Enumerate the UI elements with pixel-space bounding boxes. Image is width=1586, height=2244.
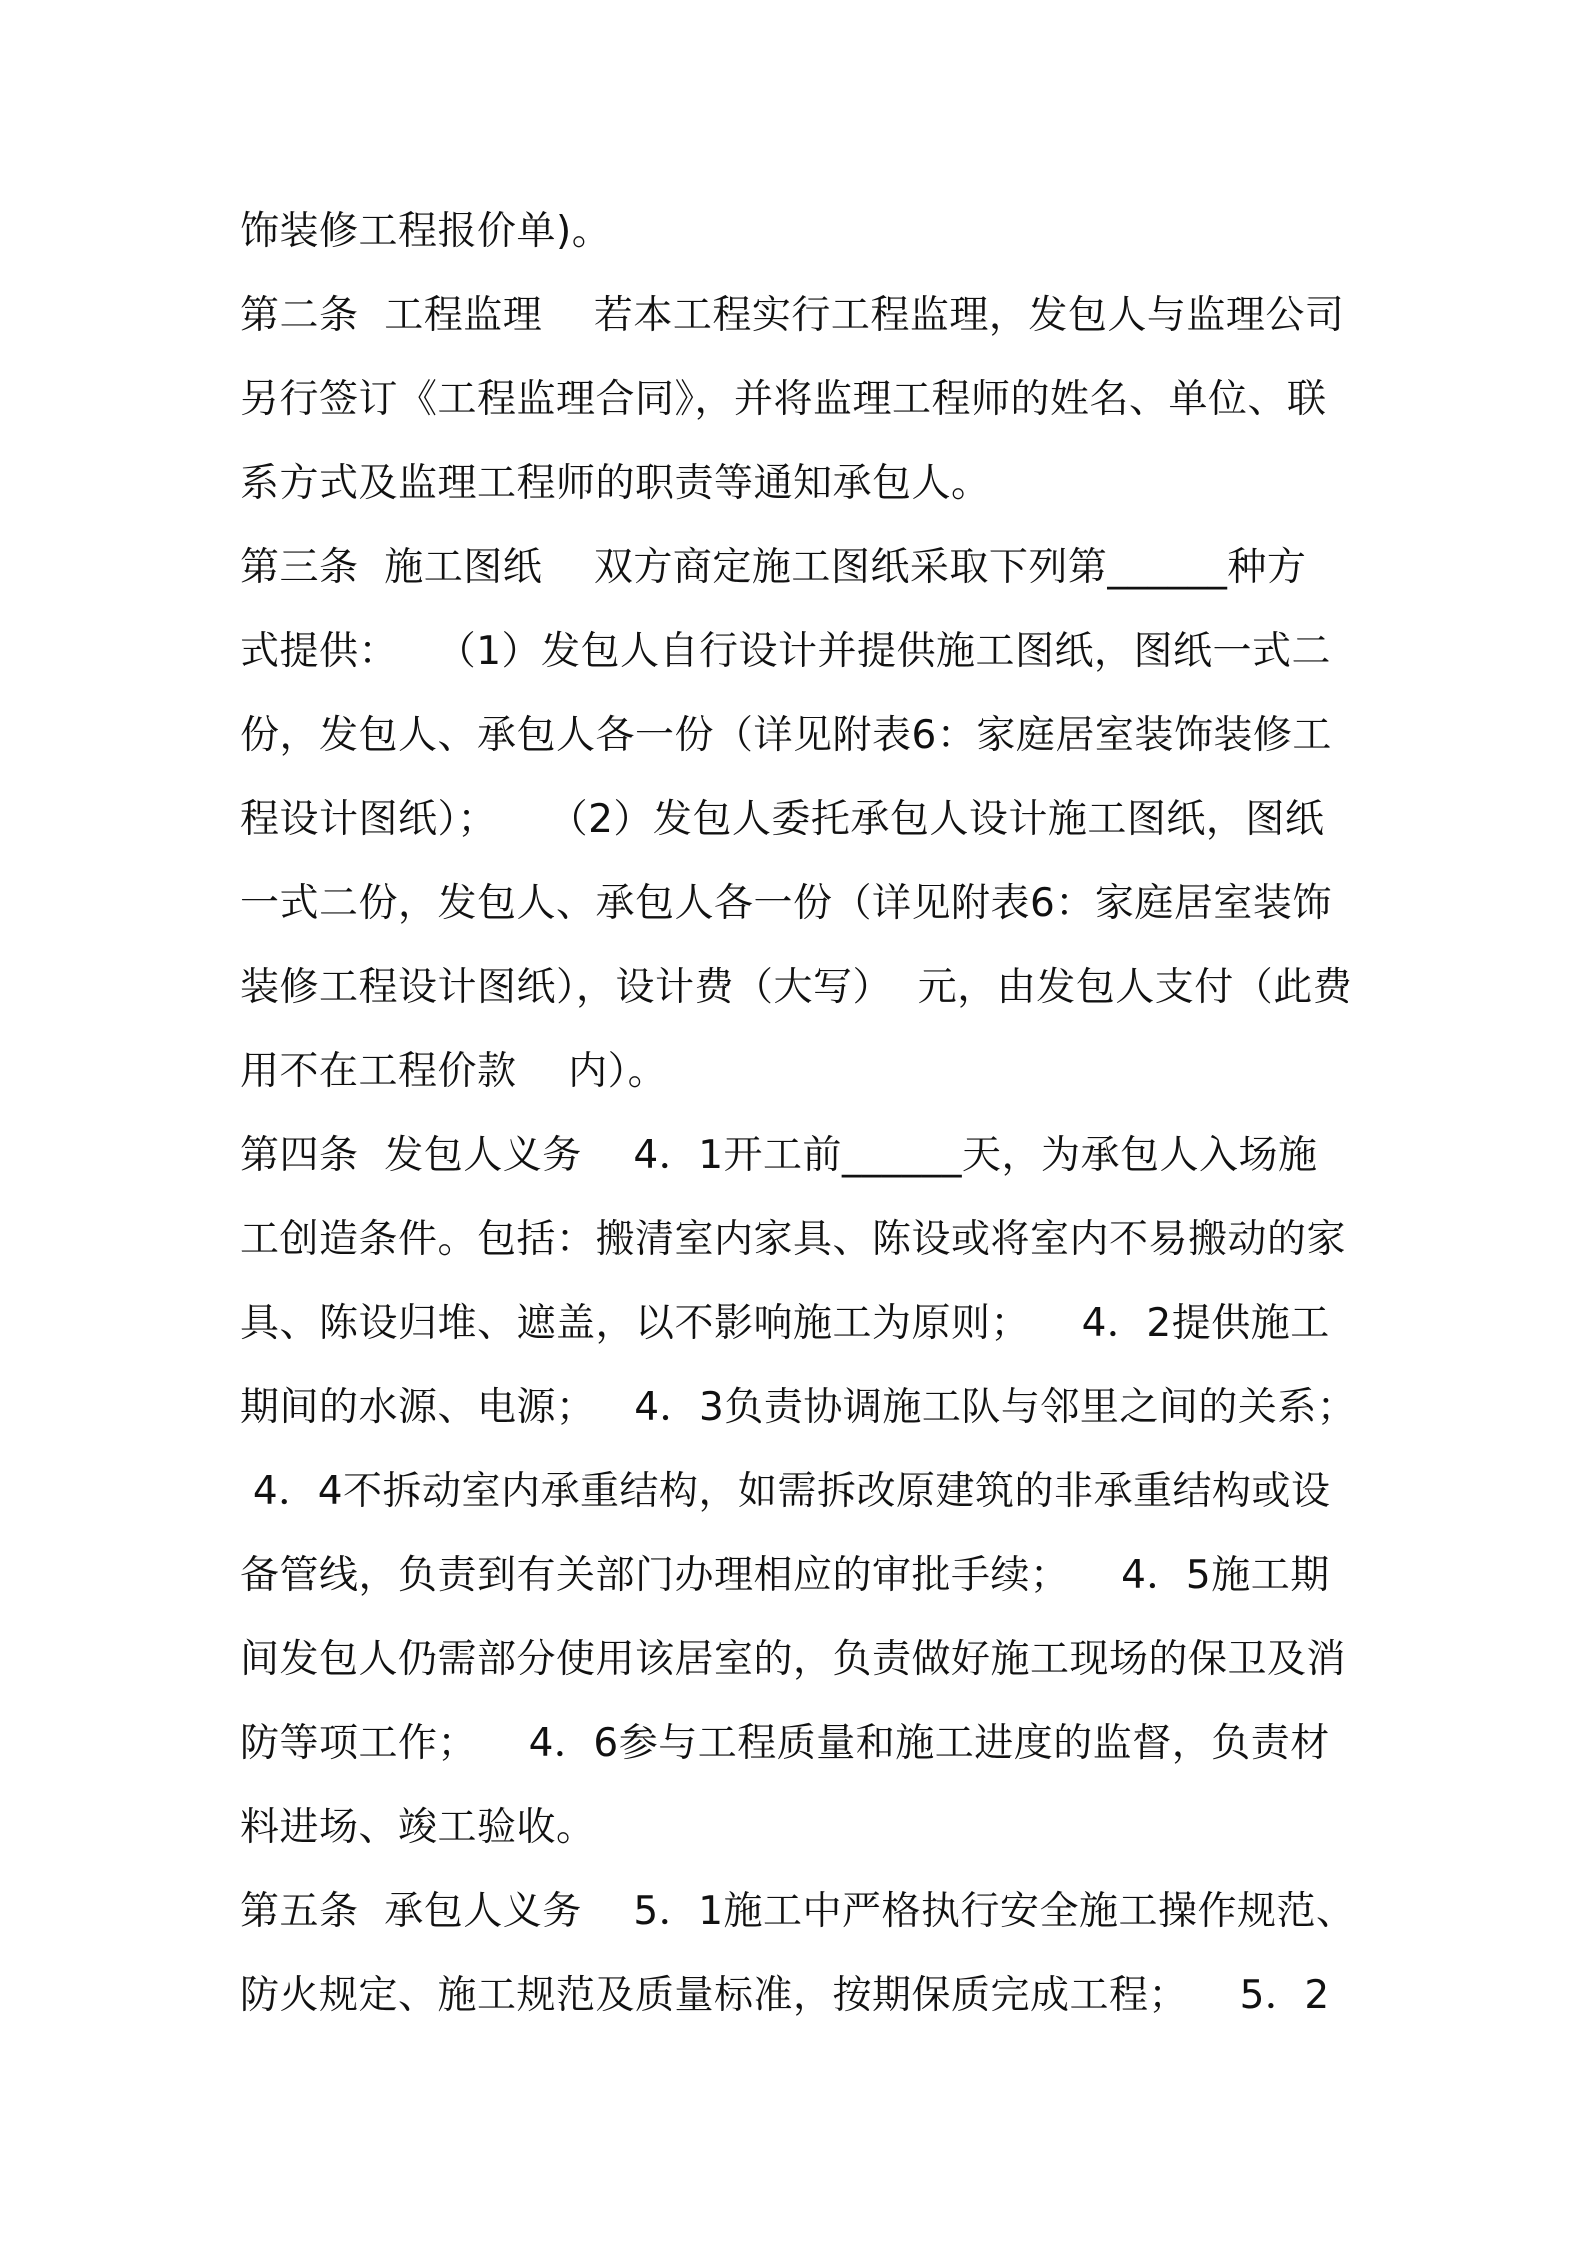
text-line: 份，发包人、承包人各一份（详见附表6：家庭居室装饰装修工 — [240, 713, 1332, 758]
document-body — [240, 190, 1360, 2038]
text-line: 第四条 发包人义务 4．1开工前______天，为承包人入场施 — [240, 1133, 1318, 1178]
text-line: 另行签订《工程监理合同》，并将监理工程师的姓名、单位、联 — [240, 377, 1327, 422]
text-line: 用不在工程价款 内）。 — [240, 1049, 668, 1094]
text-line: 程设计图纸）； （2）发包人委托承包人设计施工图纸，图纸 — [240, 797, 1325, 842]
text-line: 系方式及监理工程师的职责等通知承包人。 — [240, 461, 991, 506]
text-line: 备管线，负责到有关部门办理相应的审批手续； 4．5施工期 — [240, 1553, 1330, 1598]
text-line: 第三条 施工图纸 双方商定施工图纸采取下列第______种方 — [240, 545, 1307, 590]
text-line: 一式二份，发包人、承包人各一份（详见附表6：家庭居室装饰 — [240, 881, 1332, 926]
text-line: 式提供： （1）发包人自行设计并提供施工图纸，图纸一式二 — [240, 629, 1332, 674]
text-line: 4．4不拆动室内承重结构，如需拆改原建筑的非承重结构或设 — [240, 1469, 1331, 1514]
text-line: 工创造条件。包括：搬清室内家具、陈设或将室内不易搬动的家 — [240, 1217, 1347, 1262]
text-line: 料进场、竣工验收。 — [240, 1805, 596, 1850]
text-line: 防等项工作； 4．6参与工程质量和施工进度的监督，负责材 — [240, 1721, 1330, 1766]
text-line: 第二条 工程监理 若本工程实行工程监理，发包人与监理公司 — [240, 293, 1345, 338]
text-line: 间发包人仍需部分使用该居室的，负责做好施工现场的保卫及消 — [240, 1637, 1347, 1682]
text-line: 饰装修工程报价单)。 — [240, 209, 612, 254]
text-line: 期间的水源、电源； 4．3负责协调施工队与邻里之间的关系； — [240, 1385, 1357, 1430]
text-line: 第五条 承包人义务 5．1施工中严格执行安全施工操作规范、 — [240, 1889, 1356, 1934]
text-line: 具、陈设归堆、遮盖，以不影响施工为原则； 4．2提供施工 — [240, 1301, 1330, 1346]
text-line: 防火规定、施工规范及质量标准，按期保质完成工程； 5．2 — [240, 1973, 1330, 2018]
text-line: 装修工程设计图纸），设计费（大写） 元，由发包人支付（此费 — [240, 965, 1353, 1010]
